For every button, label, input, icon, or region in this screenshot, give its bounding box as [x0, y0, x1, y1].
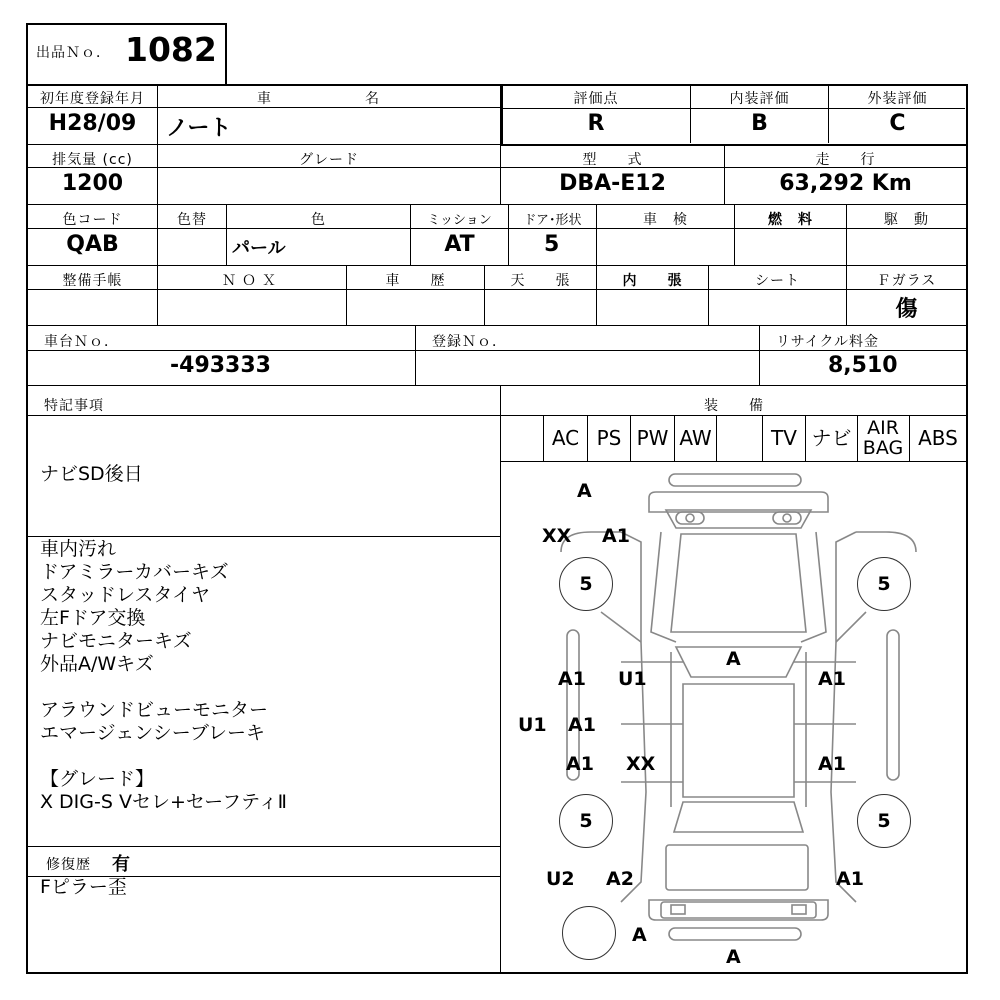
first-reg-label: 初年度登録年月	[40, 91, 145, 107]
equipment-item-ps: PS	[596, 426, 622, 450]
color-value: パール	[232, 238, 286, 259]
tire-front-left: 5	[559, 557, 613, 611]
exterior-value: C	[889, 111, 906, 136]
damage-roof: A	[726, 648, 741, 670]
equipment-item-airbag: AIR BAG	[862, 417, 904, 459]
equipment-item-tv: TV	[771, 426, 797, 450]
displacement-value: 1200	[61, 171, 124, 196]
color-code-value: QAB	[66, 232, 119, 257]
displacement-label: 排気量 (cc)	[52, 152, 133, 168]
damage-rear-a2: A2	[606, 868, 634, 890]
lot-label: 出品Ｎｏ．	[36, 45, 111, 61]
damage-rear-a: A	[632, 924, 647, 946]
notes-label: 特記事項	[44, 398, 104, 414]
model-value: DBA-E12	[559, 171, 666, 196]
fglass-value: 傷	[895, 297, 918, 322]
spare-tire	[562, 906, 616, 960]
repair-value: 有	[112, 854, 130, 875]
first-reg-value: H28/09	[48, 111, 137, 136]
tire-front-right: 5	[857, 557, 911, 611]
damage-left-upper-u1: U1	[618, 668, 647, 690]
drive-label: 駆 動	[884, 212, 929, 228]
chassis-label: 車台Ｎｏ．	[44, 334, 119, 350]
equipment-label: 装 備	[704, 398, 764, 414]
notes-line: スタッドレスタイヤ	[40, 584, 211, 606]
fglass-label: Ｆガラス	[876, 273, 937, 289]
damage-rear-u2: U2	[546, 868, 575, 890]
color-change-label: 色替	[177, 212, 207, 228]
damage-rear-bumper: A	[726, 946, 741, 968]
notes-line: 外品A/Wキズ	[40, 653, 154, 675]
damage-rear-right-a1: A1	[836, 868, 864, 890]
notes-line: エマージェンシーブレーキ	[40, 722, 266, 744]
notes-line: 左Fドア交換	[40, 607, 146, 629]
repair-detail: Fピラー歪	[40, 876, 127, 898]
car-name-value: ノート	[166, 116, 232, 141]
door-label: ドア･形状	[523, 213, 582, 228]
chassis-value: -493333	[170, 353, 271, 378]
inspection-label: 車 検	[643, 212, 688, 228]
interior-trim-label: 内 張	[622, 273, 683, 289]
equipment-item-pw: PW	[636, 426, 669, 450]
model-label: 型 式	[582, 152, 643, 168]
interior-value: B	[751, 111, 768, 136]
maintenance-label: 整備手帳	[62, 273, 123, 289]
registration-label: 登録Ｎｏ．	[432, 334, 507, 350]
damage-right-lower-a1: A1	[818, 753, 846, 775]
damage-right-upper-a1: A1	[818, 668, 846, 690]
recycle-label: リサイクル料金	[776, 334, 880, 350]
damage-left-mid-a1: A1	[568, 714, 596, 736]
damage-left-lower-xx: XX	[626, 753, 656, 775]
grade-label: グレード	[299, 152, 359, 168]
notes-line: ナビモニターキズ	[40, 630, 192, 652]
equipment-item-ac: AC	[551, 426, 580, 450]
lot-number: 1082	[125, 30, 217, 69]
tire-rear-left: 5	[559, 794, 613, 848]
equipment-item-aw: AW	[679, 426, 712, 450]
notes-line: ドアミラーカバーキズ	[40, 561, 229, 583]
fuel-label: 燃 料	[768, 212, 813, 228]
repair-label: 修復歴	[46, 857, 91, 873]
roof-label: 天 張	[510, 273, 571, 289]
car-name-label: 車 名	[257, 91, 401, 107]
notes-line: アラウンドビューモニター	[40, 699, 269, 721]
equipment-item-abs: ABS	[918, 426, 958, 450]
damage-front-left-xx: XX	[542, 525, 572, 547]
mission-value: AT	[444, 232, 475, 257]
notes-line: 車内汚れ	[40, 538, 117, 560]
score-value: R	[587, 111, 605, 136]
damage-left-upper-a1: A1	[558, 668, 586, 690]
exterior-label: 外装評価	[867, 91, 928, 107]
notes-line: 【グレード】	[40, 768, 155, 790]
color-label: 色	[311, 212, 326, 228]
damage-front-left-a1: A1	[602, 525, 630, 547]
mission-label: ミッション	[427, 213, 492, 228]
door-value: 5	[544, 232, 560, 257]
notes-line: X DIG-S Vセレ+セーフティⅡ	[40, 791, 288, 813]
mileage-value: 63,292 Km	[779, 171, 912, 196]
color-code-label: 色コード	[62, 212, 123, 228]
equipment-item-navi: ナビ	[811, 426, 852, 450]
notes-top: ナビSD後日	[40, 463, 143, 485]
nox-label: ＮＯＸ	[222, 273, 282, 289]
tire-rear-right: 5	[857, 794, 911, 848]
interior-label: 内装評価	[729, 91, 790, 107]
mileage-label: 走 行	[815, 152, 876, 168]
recycle-value: 8,510	[828, 353, 898, 378]
seat-label: シート	[755, 273, 800, 289]
damage-left-mid-u1: U1	[518, 714, 547, 736]
damage-left-lower-a1: A1	[566, 753, 594, 775]
damage-front-bumper: A	[577, 480, 592, 502]
score-label: 評価点	[573, 91, 619, 107]
history-label: 車 歴	[385, 273, 446, 289]
